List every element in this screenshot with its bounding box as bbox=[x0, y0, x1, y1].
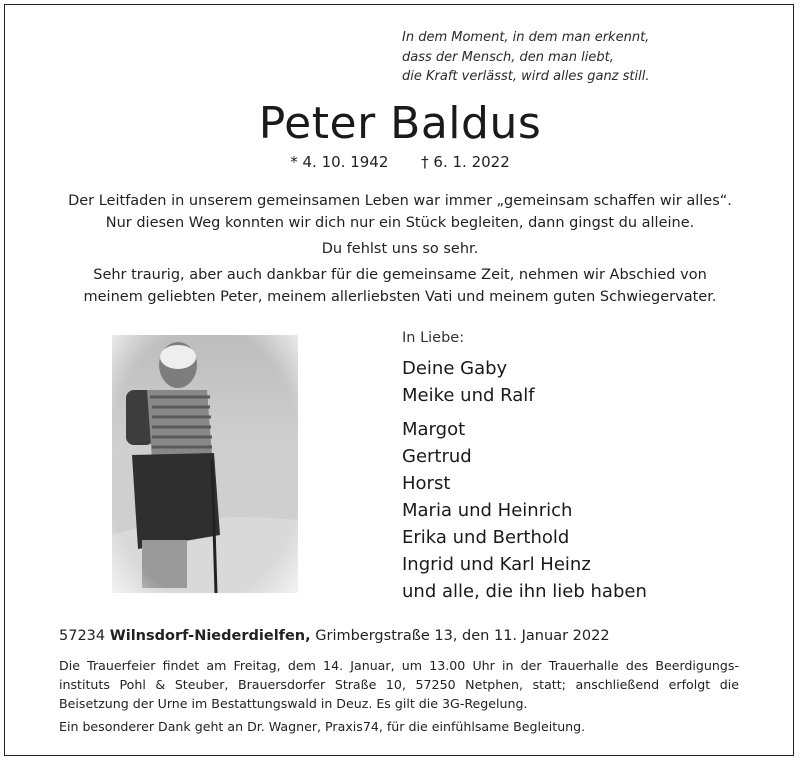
mourner-name: Erika und Berthold bbox=[402, 527, 570, 548]
city: Wilnsdorf-Niederdielfen, bbox=[109, 628, 311, 644]
mourner-name: Deine Gaby bbox=[402, 358, 508, 379]
mourner-name: Horst bbox=[402, 473, 451, 494]
portrait-photo bbox=[112, 335, 298, 593]
address: Grimbergstraße 13, den 11. Januar 2022 bbox=[315, 628, 610, 644]
message-line: Der Leitfaden in unserem gemeinsamen Leben war immer „gemeinsam schaffen wir alles“. bbox=[68, 193, 732, 209]
mourner-name: Maria und Heinrich bbox=[402, 500, 573, 521]
message-line: Du fehlst uns so sehr. bbox=[321, 241, 479, 257]
life-dates bbox=[0, 153, 800, 171]
message-paragraph-3 bbox=[30, 264, 770, 308]
mourner-name: Gertrud bbox=[402, 446, 472, 467]
mourners-group-1 bbox=[402, 355, 535, 409]
deceased-name: Peter Baldus bbox=[258, 98, 542, 149]
poem-quote bbox=[402, 28, 742, 87]
funeral-line: Die Trauerfeier findet am Freitag, dem 14. Januar, um 13.00 Uhr in der Trauerhalle des Beerdigungs- bbox=[59, 658, 739, 673]
birth-date: * 4. 10. 1942 bbox=[290, 153, 389, 171]
place-and-date bbox=[59, 628, 610, 644]
message-line: Sehr traurig, aber auch dankbar für die gemeinsame Zeit, nehmen wir Abschied von bbox=[93, 267, 707, 283]
message-line: meinem geliebten Peter, meinem allerliebsten Vati und meinem guten Schwiegervater. bbox=[83, 289, 717, 305]
mourners-intro: In Liebe: bbox=[402, 330, 465, 346]
mourners-group-2 bbox=[402, 416, 647, 605]
quote-line: In dem Moment, in dem man erkennt, bbox=[402, 30, 650, 45]
message-paragraph-2 bbox=[30, 238, 770, 260]
message-paragraph-1 bbox=[30, 190, 770, 234]
mourner-name: Ingrid und Karl Heinz bbox=[402, 554, 591, 575]
funeral-line: Beisetzung der Urne im Bestattungswald in Deuz. Es gilt die 3G-Regelung. bbox=[59, 696, 528, 711]
thanks-note: Ein besonderer Dank geht an Dr. Wagner, Praxis74, für die einfühlsame Begleitung. bbox=[59, 719, 586, 734]
death-date: † 6. 1. 2022 bbox=[421, 153, 510, 171]
funeral-info bbox=[59, 656, 739, 713]
funeral-line: instituts Pohl & Steuber, Brauersdorfer Straße 10, 57250 Netphen, statt; anschließend erfolgt die bbox=[59, 677, 739, 692]
mourner-name: und alle, die ihn lieb haben bbox=[402, 581, 647, 602]
message-line: Nur diesen Weg konnten wir dich nur ein Stück begleiten, dann gingst du alleine. bbox=[105, 215, 695, 231]
quote-line: die Kraft verlässt, wird alles ganz still. bbox=[402, 69, 650, 84]
mourner-name: Margot bbox=[402, 419, 466, 440]
quote-line: dass der Mensch, den man liebt, bbox=[402, 49, 614, 65]
postcode: 57234 bbox=[59, 628, 106, 644]
mourner-name: Meike und Ralf bbox=[402, 385, 535, 406]
